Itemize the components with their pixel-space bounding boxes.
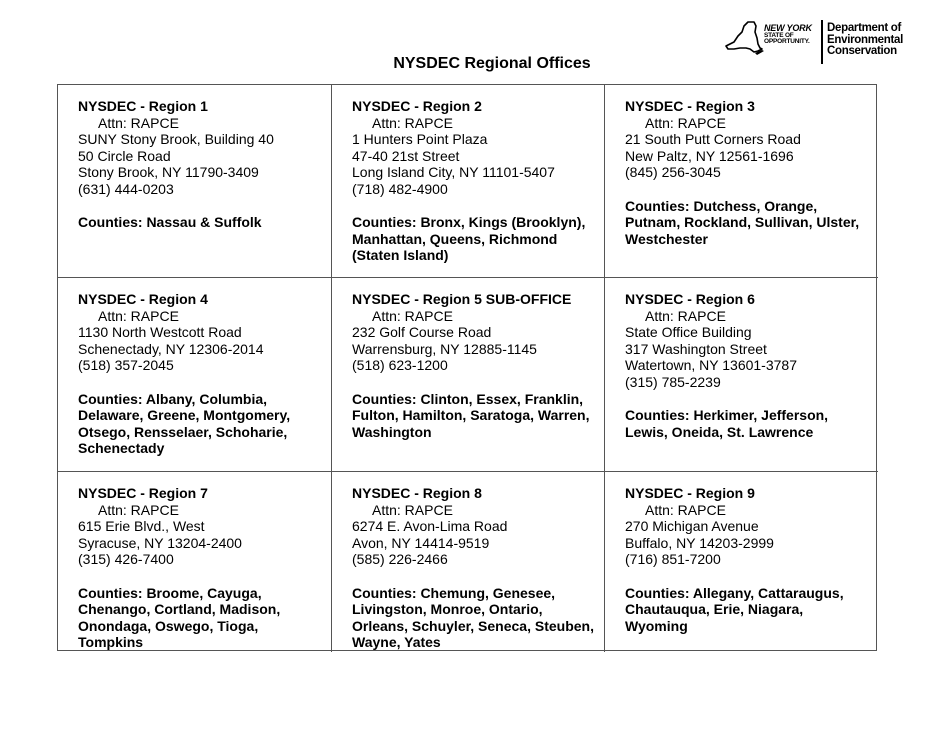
office-cell-region-3 [605,85,878,278]
office-phone: (518) 357-2045 [78,357,174,374]
office-cell-region-1 [58,85,332,278]
ny-state-wordmark: NEW YORK STATE OF OPPORTUNITY. [764,23,812,45]
office-cell-region-9 [605,472,878,652]
office-counties: Counties: Albany, Columbia, Delaware, Greene, Montgomery, Otsego, Rensselaer, Schoharie, Schenectady [78,390,291,457]
office-counties: Counties: Bronx, Kings (Brooklyn), Manhattan, Queens, Richmond (Staten Island) [352,214,586,264]
office-counties: Counties: Broome, Cayuga, Chenango, Cortland, Madison, Onondaga, Oswego, Tioga, Tompkins [78,584,281,651]
office-attn: Attn: RAPCE [98,501,179,518]
office-name: NYSDEC - Region 7 [78,485,208,501]
office-address-line: Syracuse, NY 13204-2400 [78,534,242,551]
office-phone: (716) 851-7200 [625,551,721,568]
page-title: NYSDEC Regional Offices [393,55,591,72]
office-address-line: 47-40 21st Street [352,147,460,164]
office-attn: Attn: RAPCE [645,501,726,518]
office-address-line: SUNY Stony Brook, Building 40 [78,131,274,148]
office-address-line: Stony Brook, NY 11790-3409 [78,164,259,181]
office-name: NYSDEC - Region 6 [625,291,755,307]
office-attn: Attn: RAPCE [645,307,726,324]
office-name: NYSDEC - Region 3 [625,98,755,114]
office-cell-region-8 [332,472,605,652]
office-counties: Counties: Chemung, Genesee, Livingston, Monroe, Ontario, Orleans, Schuyler, Seneca, Steuben, Wayne, Yates [352,584,594,651]
office-address-line: 317 Washington Street [625,340,767,357]
office-address-line: Watertown, NY 13601-3787 [625,357,797,374]
office-attn: Attn: RAPCE [98,307,179,324]
office-attn: Attn: RAPCE [372,114,453,131]
office-attn: Attn: RAPCE [372,501,453,518]
office-counties: Counties: Clinton, Essex, Franklin, Fulton, Hamilton, Saratoga, Warren, Washington [352,390,590,440]
office-address-line: 615 Erie Blvd., West [78,518,205,535]
office-address-line: New Paltz, NY 12561-1696 [625,147,794,164]
office-address-line: Avon, NY 14414-9519 [352,534,490,551]
office-attn: Attn: RAPCE [645,114,726,131]
office-address-line: 1130 North Westcott Road [78,324,242,341]
office-phone: (718) 482-4900 [352,180,448,197]
office-name: NYSDEC - Region 4 [78,291,208,307]
office-address-line: Warrensburg, NY 12885-1145 [352,340,537,357]
office-counties: Counties: Allegany, Cattaraugus, Chautauqua, Erie, Niagara, Wyoming [625,584,844,634]
regional-offices-table [57,84,877,651]
office-phone: (518) 623-1200 [352,357,448,374]
office-name: NYSDEC - Region 2 [352,98,482,114]
office-name: NYSDEC - Region 5 SUB-OFFICE [352,291,572,307]
office-cell-region-2 [332,85,605,278]
office-phone: (315) 785-2239 [625,373,721,390]
office-address-line: Schenectady, NY 12306-2014 [78,340,264,357]
office-counties: Counties: Herkimer, Jefferson, Lewis, Oneida, St. Lawrence [625,407,829,440]
office-attn: Attn: RAPCE [372,307,453,324]
office-phone: (845) 256-3045 [625,164,721,181]
office-address-line: Long Island City, NY 11101-5407 [352,164,555,181]
office-phone: (631) 444-0203 [78,180,174,197]
office-phone: (585) 226-2466 [352,551,448,568]
office-address-line: 1 Hunters Point Plaza [352,131,488,148]
office-counties: Counties: Dutchess, Orange, Putnam, Rockland, Sullivan, Ulster, Westchester [625,197,860,247]
office-phone: (315) 426-7400 [78,551,174,568]
office-address-line: 232 Golf Course Road [352,324,492,341]
office-address-line: 6274 E. Avon-Lima Road [352,518,508,535]
office-counties: Counties: Nassau & Suffolk [78,214,262,231]
office-name: NYSDEC - Region 1 [78,98,208,114]
office-address-line: Buffalo, NY 14203-2999 [625,534,774,551]
office-name: NYSDEC - Region 8 [352,485,482,501]
new-york-state-map-icon [724,18,764,58]
office-attn: Attn: RAPCE [98,114,179,131]
office-cell-region-5 [332,278,605,472]
office-cell-region-6 [605,278,878,472]
office-address-line: 21 South Putt Corners Road [625,131,801,148]
office-address-line: State Office Building [625,324,752,341]
dec-wordmark: Department of Environmental Conservation [827,22,903,57]
office-cell-region-7 [58,472,332,652]
office-address-line: 270 Michigan Avenue [625,518,759,535]
office-name: NYSDEC - Region 9 [625,485,755,501]
office-address-line: 50 Circle Road [78,147,171,164]
office-cell-region-4 [58,278,332,472]
